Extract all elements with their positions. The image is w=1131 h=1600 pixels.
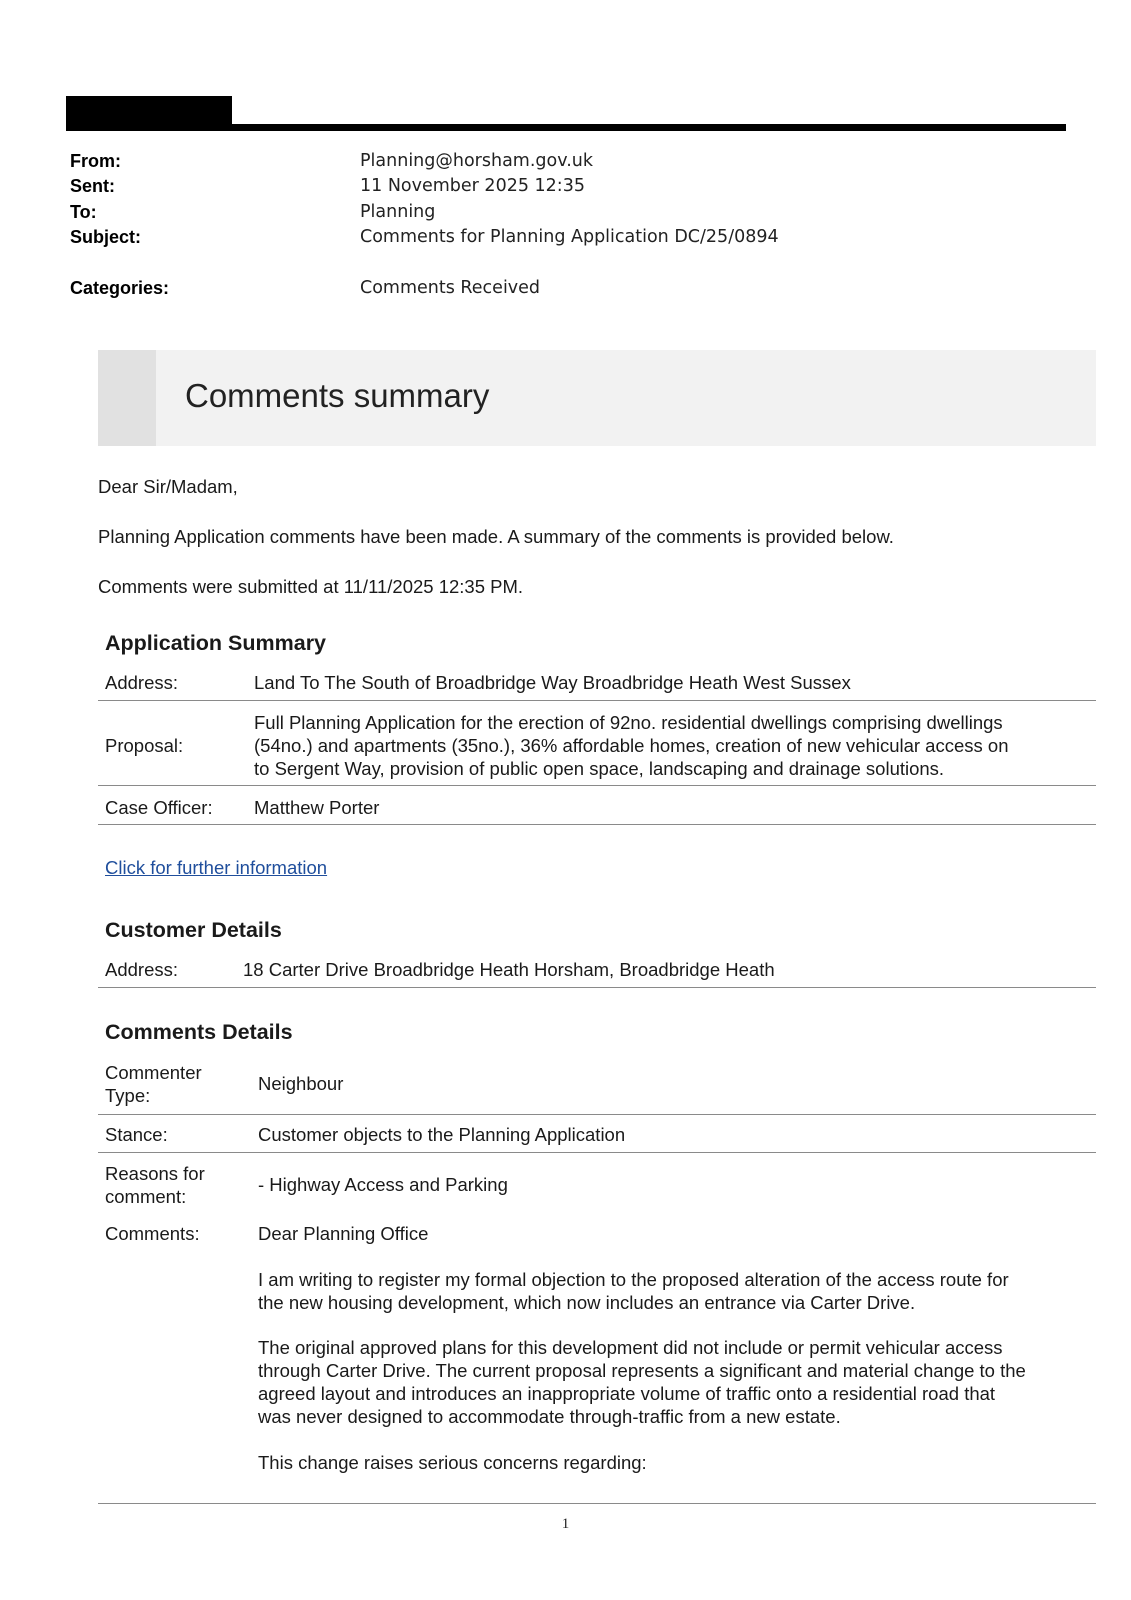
app-address-value: Land To The South of Broadbridge Way Broadbridge Heath West Sussex [254, 672, 851, 693]
comment-para2-line-4: was never designed to accommodate through-traffic from a new estate. [258, 1406, 841, 1427]
comment-salutation: Dear Planning Office [258, 1223, 429, 1244]
customer-address-label: Address: [105, 959, 179, 980]
greeting: Dear Sir/Madam, [98, 476, 238, 497]
sent-value: 11 November 2025 12:35 [360, 176, 585, 196]
row-divider [98, 1114, 1096, 1115]
banner-title: Comments summary [185, 377, 490, 414]
commenter-type-label-1: Commenter [105, 1062, 202, 1083]
sent-label: Sent: [70, 176, 115, 196]
to-label: To: [70, 202, 97, 222]
case-officer-label: Case Officer: [105, 797, 213, 818]
row-divider [98, 824, 1096, 825]
footer-rule [98, 1503, 1096, 1504]
subject-value: Comments for Planning Application DC/25/0894 [360, 227, 779, 247]
comment-para2-line-1: The original approved plans for this development did not include or permit vehicular access [258, 1337, 1003, 1358]
customer-address-value: 18 Carter Drive Broadbridge Heath Horsham, Broadbridge Heath [243, 959, 775, 980]
comment-para1-line-2: the new housing development, which now includes an entrance via Carter Drive. [258, 1292, 916, 1313]
comments-label: Comments: [105, 1223, 200, 1244]
app-address-label: Address: [105, 672, 179, 693]
commenter-type-label-2: Type: [105, 1085, 151, 1106]
comments-summary-banner [98, 350, 1096, 446]
to-value: Planning [360, 202, 436, 222]
from-value: Planning@horsham.gov.uk [360, 151, 594, 171]
row-divider [98, 785, 1096, 786]
row-divider [98, 1152, 1096, 1153]
submitted-line: Comments were submitted at 11/11/2025 12:35 PM. [98, 576, 524, 597]
proposal-label: Proposal: [105, 735, 184, 756]
proposal-line-1: Full Planning Application for the erection of 92no. residential dwellings comprising dwellings [254, 712, 1003, 733]
proposal-line-3: to Sergent Way, provision of public open space, landscaping and drainage solutions. [254, 758, 945, 779]
further-information-link[interactable]: Click for further information [105, 857, 328, 878]
case-officer-value: Matthew Porter [254, 797, 380, 818]
categories-label: Categories: [70, 278, 170, 298]
commenter-type-value: Neighbour [258, 1073, 344, 1094]
reasons-label-2: comment: [105, 1186, 187, 1207]
stance-label: Stance: [105, 1124, 168, 1145]
subject-label: Subject: [70, 227, 142, 247]
row-divider [98, 700, 1096, 701]
customer-details-heading: Customer Details [105, 918, 282, 942]
comment-para1-line-1: I am writing to register my formal objection to the proposed alteration of the access route for [258, 1269, 1009, 1290]
page-number: 1 [561, 1516, 570, 1532]
reasons-label-1: Reasons for [105, 1163, 205, 1184]
proposal-line-2: (54no.) and apartments (35no.), 36% affordable homes, creation of new vehicular access on [254, 735, 1009, 756]
intro-line: Planning Application comments have been made. A summary of the comments is provided below. [98, 526, 894, 547]
stance-value: Customer objects to the Planning Application [258, 1124, 626, 1145]
row-divider [98, 987, 1096, 988]
reasons-value: - Highway Access and Parking [258, 1174, 508, 1195]
banner-accent [98, 350, 156, 446]
comment-para3: This change raises serious concerns regarding: [258, 1452, 647, 1473]
header-rule [66, 124, 1066, 131]
comment-para2-line-3: agreed layout and introduces an inappropriate volume of traffic onto a residential road that [258, 1383, 996, 1404]
comments-details-heading: Comments Details [105, 1020, 293, 1044]
application-summary-heading: Application Summary [105, 631, 327, 655]
comment-para2-line-2: through Carter Drive. The current proposal represents a significant and material change to the [258, 1360, 1026, 1381]
categories-value: Comments Received [360, 278, 541, 298]
from-label: From: [70, 151, 121, 171]
